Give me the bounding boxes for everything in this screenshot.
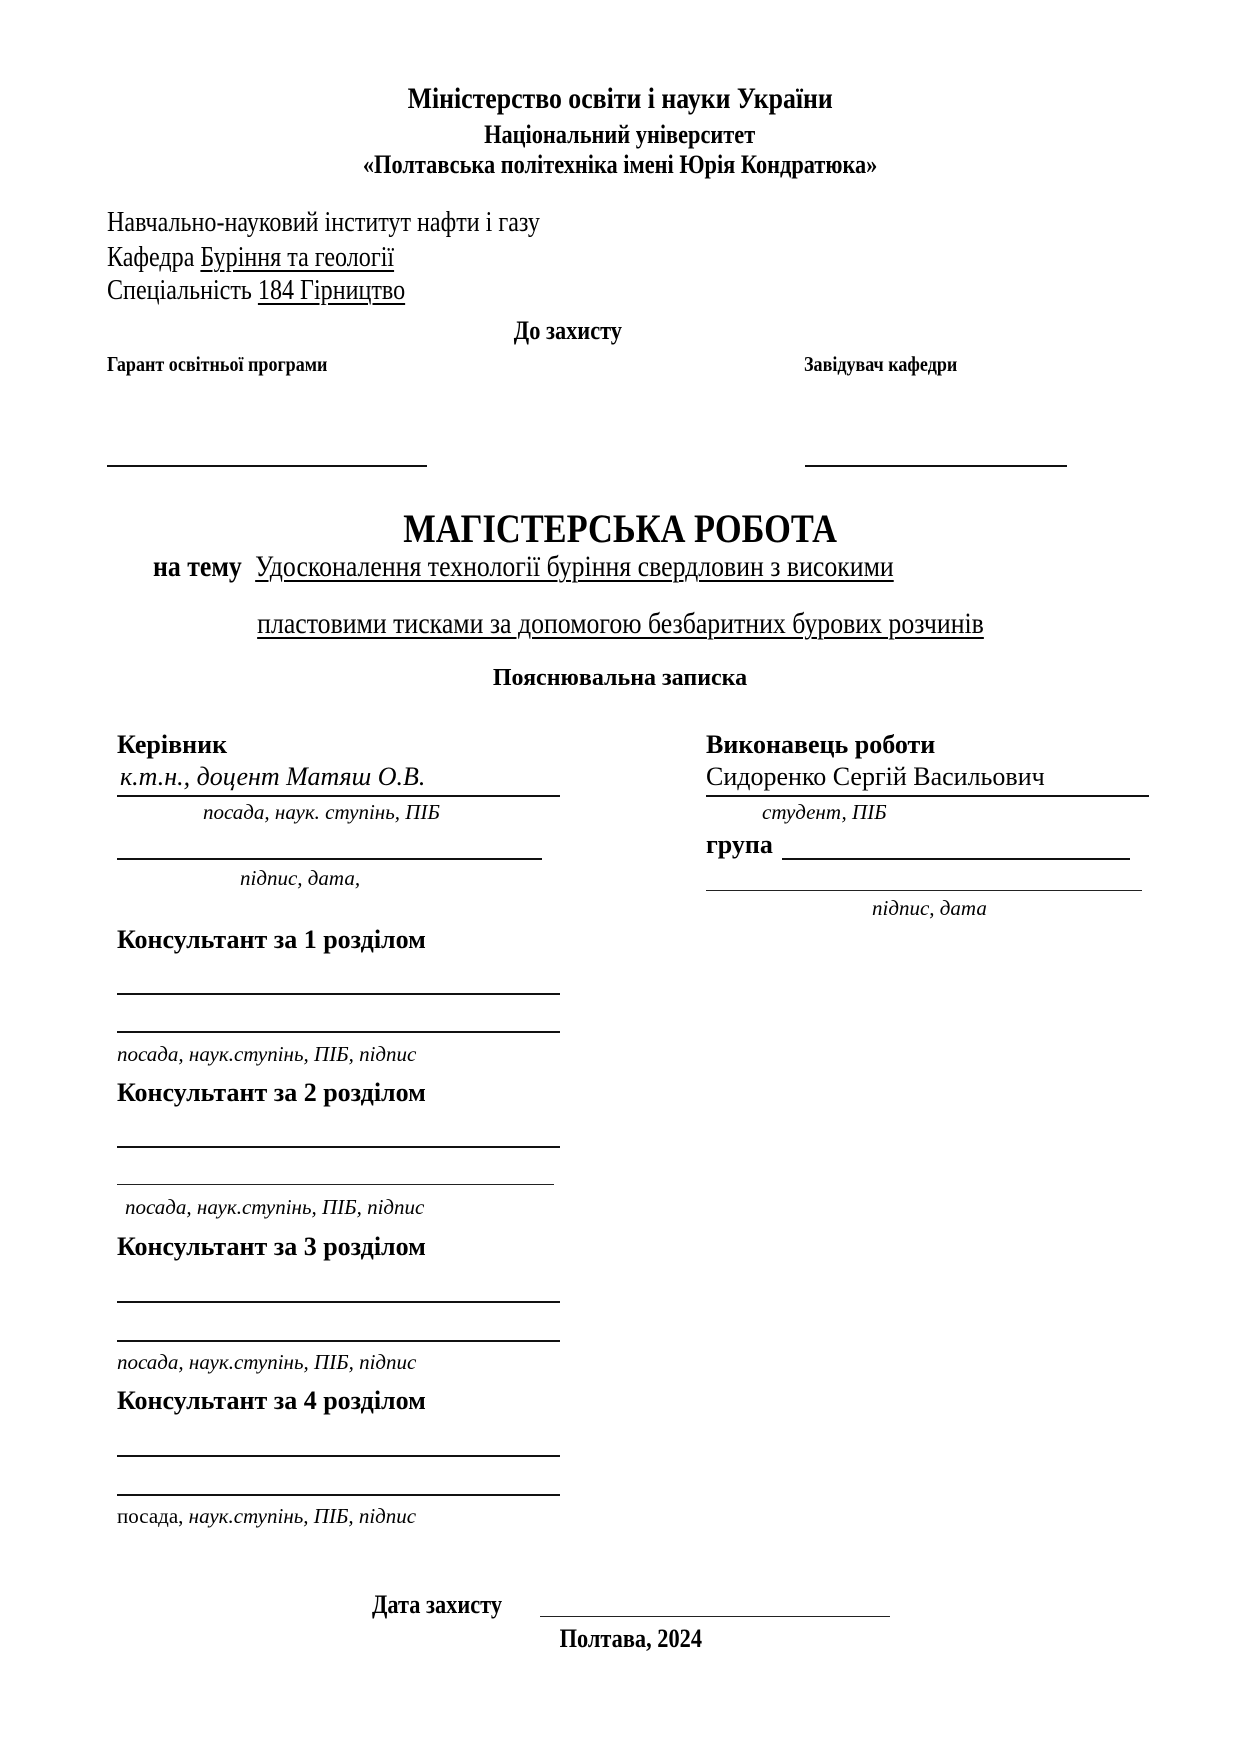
consultant-line	[117, 1455, 560, 1457]
thesis-topic-line-1	[153, 550, 1014, 584]
consultant-line	[117, 1031, 560, 1033]
supervisor-signature-caption: підпис, дата,	[240, 866, 361, 890]
department-value: Буріння та геології	[200, 242, 395, 273]
head-signature-line	[805, 465, 1067, 467]
university-line-1	[0, 120, 1240, 150]
supervisor-signature-line	[117, 858, 542, 860]
executor-value: Сидоренко Сергій Васильович	[706, 762, 1045, 791]
supervisor-heading: Керівник	[117, 730, 228, 759]
defense-date	[372, 1590, 523, 1620]
consultant-line	[117, 1184, 554, 1185]
supervisor-value-line	[117, 795, 560, 797]
thesis-type	[0, 505, 1240, 552]
thesis-subtitle	[0, 665, 1240, 692]
ministry-text: Міністерство освіти і науки України	[407, 82, 833, 115]
consultant-caption: посада, наук.ступінь, ПІБ, підпис	[125, 1195, 425, 1219]
head-of-department-text: Завідувач кафедри	[804, 352, 958, 376]
city-year-text: Полтава, 2024	[559, 1624, 703, 1653]
consultant-line	[117, 1146, 560, 1148]
thesis-topic-line-2	[0, 607, 1240, 641]
consultant-caption: посада, наук.ступінь, ПІБ, підпис	[117, 1350, 417, 1374]
university-line-2	[0, 150, 1240, 180]
university-line-2-text: «Полтавська політехніка імені Юрія Кондратюка»	[362, 150, 878, 179]
defense-date-line[interactable]	[540, 1616, 890, 1617]
department	[107, 242, 441, 274]
executor-value-line	[706, 795, 1149, 797]
consultant-line	[117, 1340, 560, 1342]
consultant-caption: посада, наук.ступінь, ПІБ, підпис	[117, 1504, 417, 1528]
group-label: група	[706, 830, 773, 859]
executor-heading: Виконавець роботи	[706, 730, 936, 759]
executor-value-caption: студент, ПІБ	[762, 800, 887, 824]
consultant-heading: Консультант за 1 розділом	[117, 925, 426, 954]
consultant-heading: Консультант за 4 розділом	[117, 1386, 426, 1415]
topic-label: на тему	[153, 550, 242, 583]
consultant-heading: Консультант за 2 розділом	[117, 1078, 426, 1107]
specialty	[107, 275, 454, 307]
consultant-line	[117, 993, 560, 995]
group-line[interactable]	[782, 858, 1130, 860]
specialty-value: 184 Гірництво	[257, 275, 406, 306]
topic-line-2: пластовими тисками за допомогою безбаритних бурових розчинів	[256, 607, 984, 640]
head-of-department-label	[804, 352, 982, 377]
supervisor-value-caption: посада, наук. ступінь, ПІБ	[203, 800, 440, 824]
university-line-1-text: Національний університет	[484, 120, 756, 149]
defense-date-label: Дата захисту	[372, 1590, 503, 1619]
consultant-heading: Консультант за 3 розділом	[117, 1232, 426, 1261]
city-year	[0, 1624, 1240, 1654]
thesis-type-text: МАГІСТЕРСЬКА РОБОТА	[403, 506, 837, 551]
specialty-label: Спеціальність	[107, 275, 252, 306]
supervisor-value: к.т.н., доцент Матяш О.В.	[120, 762, 426, 791]
subtitle-text: Пояснювальна записка	[492, 665, 748, 691]
institute-name	[107, 207, 610, 239]
program-guarantor-text: Гарант освітньої програми	[107, 352, 328, 376]
executor-signature-caption: підпис, дата	[872, 896, 987, 920]
consultant-line	[117, 1494, 560, 1496]
program-guarantor-label	[107, 352, 363, 377]
approval-title-text: До захисту	[513, 316, 623, 345]
executor-signature-line	[706, 890, 1142, 891]
topic-line-1: Удосконалення технології буріння свердловин з високими	[255, 550, 894, 583]
approval-title	[0, 316, 1136, 346]
ministry-title	[0, 82, 1240, 116]
institute-name-text: Навчально-науковий інститут нафти і газу	[107, 207, 540, 238]
consultant-caption: посада, наук.ступінь, ПІБ, підпис	[117, 1042, 417, 1066]
consultant-line	[117, 1301, 560, 1303]
guarantor-signature-line	[107, 465, 427, 467]
department-label: Кафедра	[107, 242, 195, 273]
